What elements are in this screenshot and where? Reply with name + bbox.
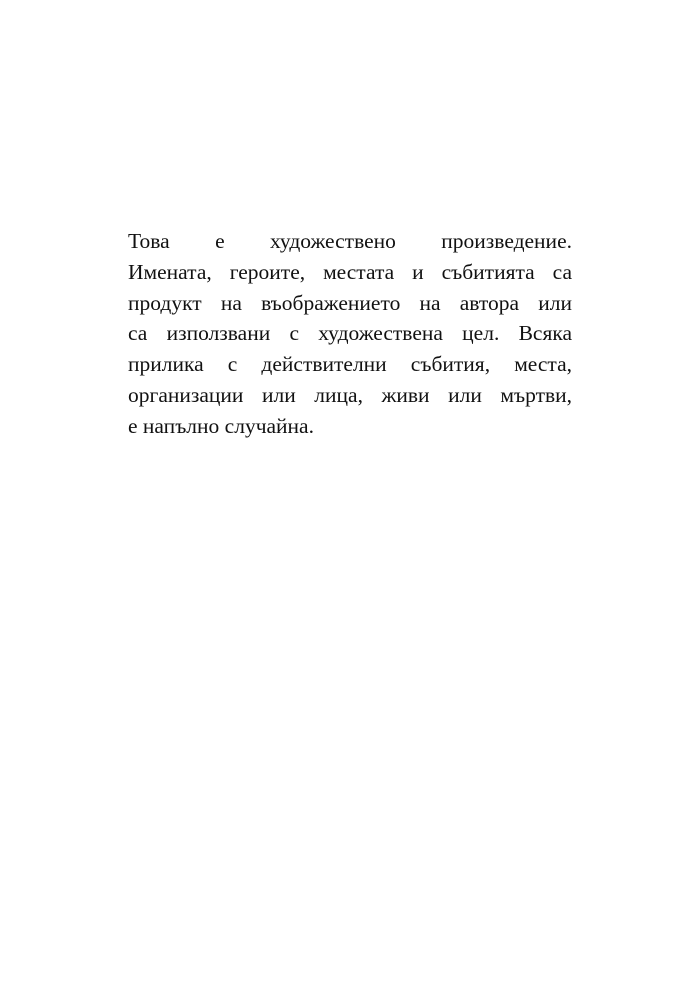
- fiction-disclaimer: [128, 226, 572, 442]
- disclaimer-line: продукт на въображението на автора или: [128, 290, 572, 315]
- disclaimer-line: организации или лица, живи или мъртви,: [128, 382, 572, 407]
- disclaimer-line: Това е художествено произведение.: [128, 229, 572, 253]
- disclaimer-line: Имената, героите, местата и събитията са: [128, 259, 572, 284]
- disclaimer-line: е напълно случайна.: [128, 413, 314, 438]
- disclaimer-line: прилика с действителни събития, места,: [128, 352, 572, 377]
- disclaimer-line: са използвани с художествена цел. Всяка: [128, 321, 572, 346]
